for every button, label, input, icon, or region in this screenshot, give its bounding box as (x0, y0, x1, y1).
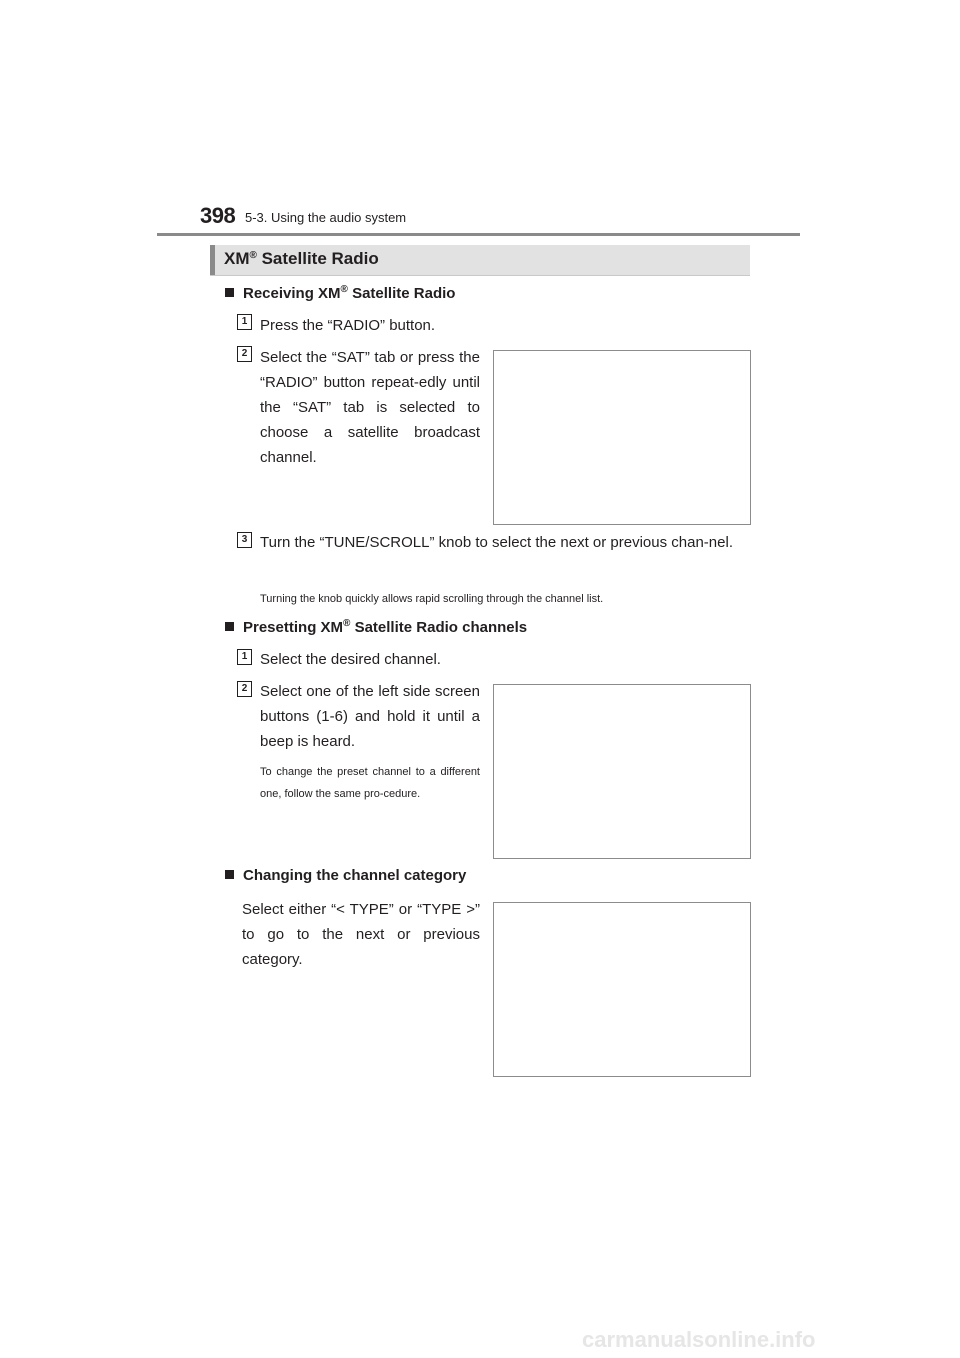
category-heading (225, 867, 466, 884)
header-divider (157, 233, 800, 236)
watermark (582, 1330, 954, 1352)
screen-illustration (493, 684, 751, 859)
section-path: 5-3. Using the audio system (245, 210, 407, 225)
step-text: Select the “SAT” tab or press the “RADIO” button repeat-edly until the “SAT” tab is selected to choose a satellite broadcast channel. (260, 349, 480, 466)
step-text: Turn the “TUNE/SCROLL” knob to select the next or previous chan-nel. (260, 534, 733, 551)
receiving-heading-pre: Receiving XM (243, 285, 341, 302)
step-text: Select one of the left side screen buttons (1-6) and hold it until a beep is heard. (260, 683, 480, 750)
step-badge: 3 (237, 532, 252, 548)
step-badge: 1 (237, 314, 252, 330)
category-text: Select either “< TYPE” or “TYPE >” to go to the next or previous category. (242, 901, 480, 968)
presetting-heading-pre: Presetting XM (243, 619, 344, 636)
section-title-rest: Satellite Radio (256, 249, 379, 268)
category-heading-text: Changing the channel category (243, 867, 467, 884)
step-text: Select the desired channel. (260, 651, 441, 668)
watermark-logo (582, 1330, 954, 1352)
section-title-main: XM (224, 249, 250, 268)
section-title-bar (210, 245, 750, 276)
step-badge: 2 (237, 681, 252, 697)
title-accent (210, 245, 215, 275)
step-text: Press the “RADIO” button. (260, 317, 436, 334)
registered-mark: ® (249, 250, 257, 261)
square-bullet-icon (225, 622, 234, 631)
receiving-heading (225, 284, 455, 302)
presetting-heading-post: Satellite Radio channels (350, 619, 528, 636)
registered-mark: ® (340, 284, 348, 295)
receiving-heading-post: Satellite Radio (347, 285, 456, 302)
square-bullet-icon (225, 870, 234, 879)
screen-illustration (493, 350, 751, 525)
presetting-heading (225, 618, 527, 636)
step-badge: 1 (237, 649, 252, 665)
note-text: Turning the knob quickly allows rapid scrolling through the channel list. (260, 593, 604, 605)
step-badge: 2 (237, 346, 252, 362)
square-bullet-icon (225, 288, 234, 297)
screen-illustration (493, 902, 751, 1077)
note-text: To change the preset channel to a different one, follow the same pro-cedure. (260, 766, 480, 800)
section-title (224, 249, 379, 269)
registered-mark: ® (343, 618, 351, 629)
page-number: 398 (200, 203, 236, 228)
watermark-text: carmanualsonline.info (582, 1330, 816, 1352)
